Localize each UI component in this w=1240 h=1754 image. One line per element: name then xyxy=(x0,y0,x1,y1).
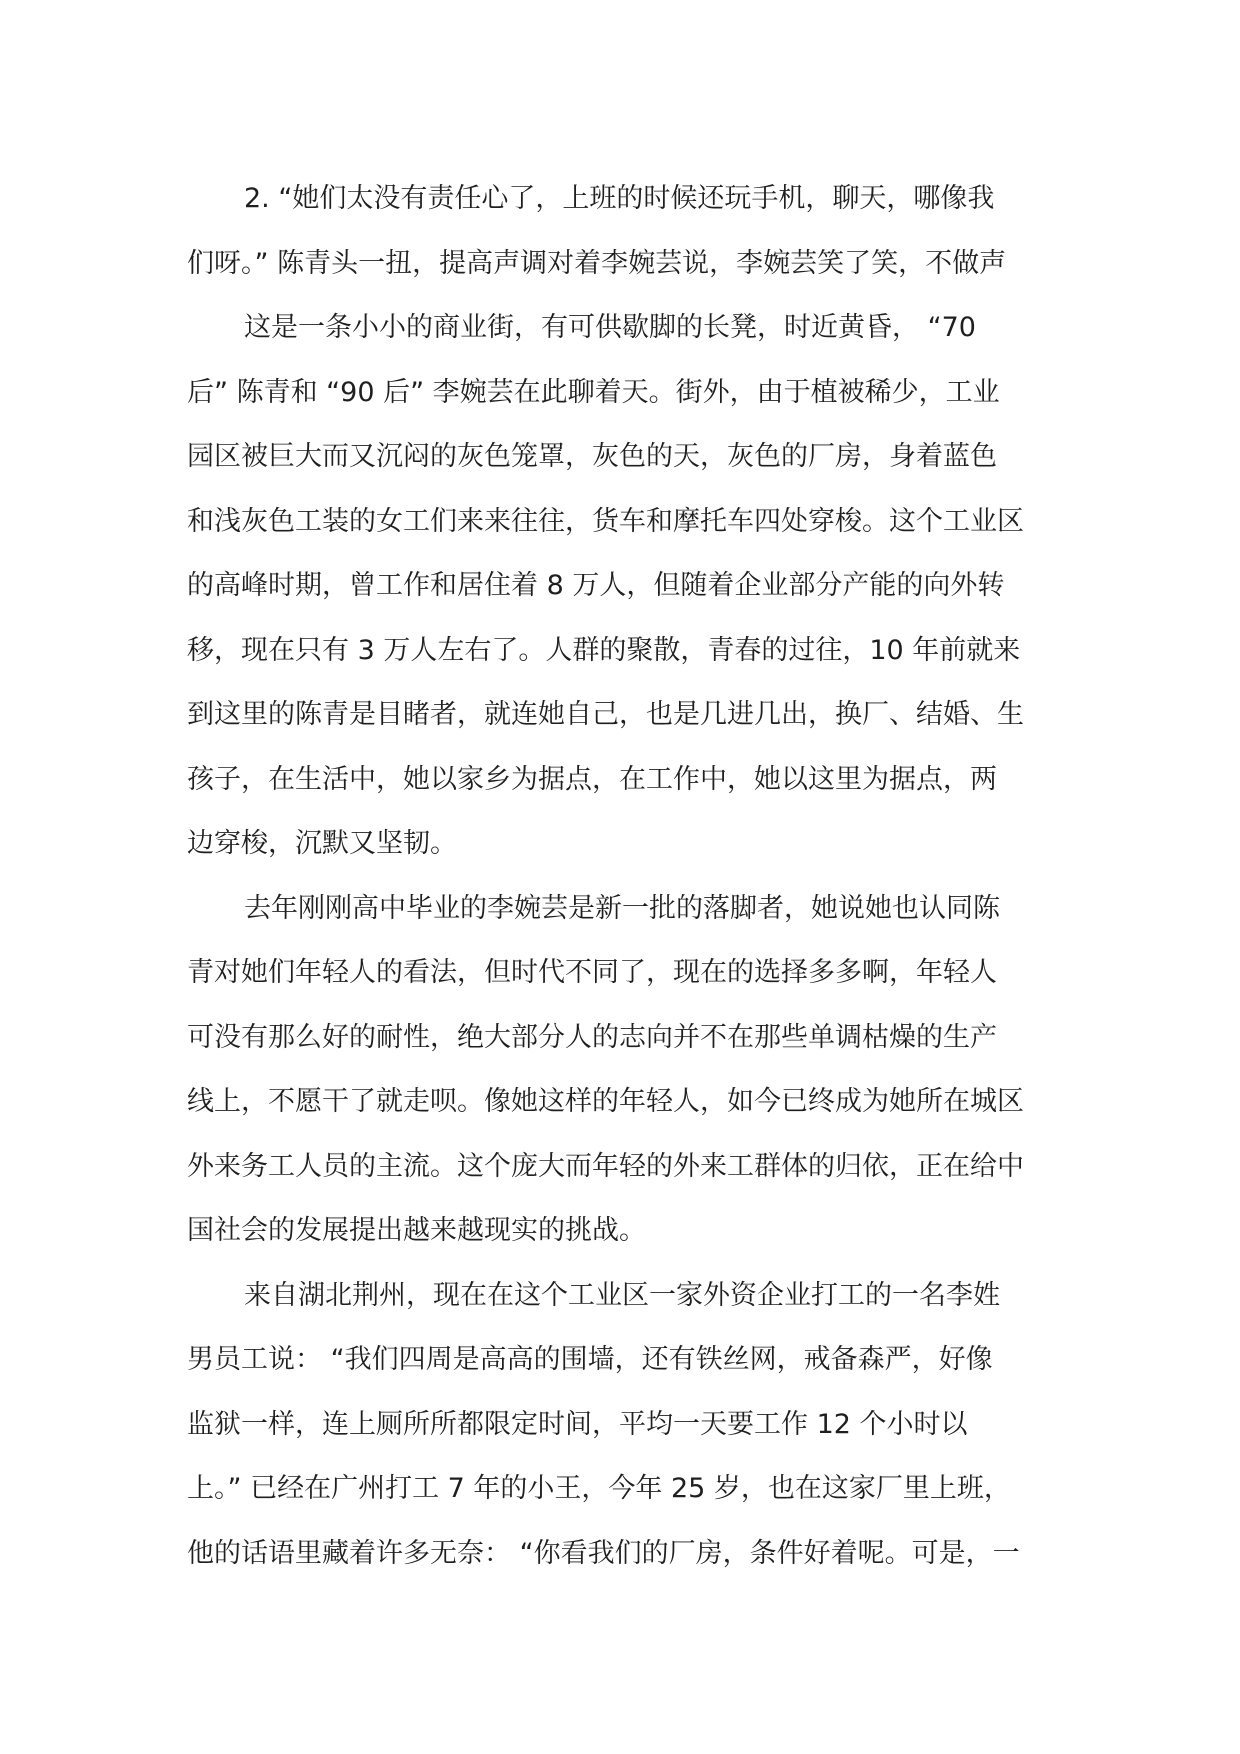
paragraph-line: 2. “她们太没有责任心了，上班的时候还玩手机，聊天，哪像我 xyxy=(244,183,995,214)
paragraph-line: 孩子，在生活中，她以家乡为据点，在工作中，她以这里为据点，两 xyxy=(187,763,997,795)
paragraph-line: 男员工说： “我们四周是高高的围墙，还有铁丝网，戒备森严，好像 xyxy=(187,1344,993,1375)
paragraph-line: 们呀。” 陈青头一扭，提高声调对着李婉芸说，李婉芸笑了笑，不做声 xyxy=(187,247,1007,279)
body-text xyxy=(187,167,1057,1586)
paragraph-line: 和浅灰色工装的女工们来来往往，货车和摩托车四处穿梭。这个工业区 xyxy=(187,505,1024,537)
paragraph-line: 青对她们年轻人的看法，但时代不同了，现在的选择多多啊，年轻人 xyxy=(187,957,997,988)
paragraph-line: 边穿梭，沉默又坚韧。 xyxy=(187,828,457,859)
paragraph-line: 来自湖北荆州，现在在这个工业区一家外资企业打工的一名李姓 xyxy=(244,1279,1000,1311)
paragraph-line: 他的话语里藏着许多无奈： “你看我们的厂房，条件好着呢。可是，一 xyxy=(187,1537,1020,1569)
paragraph-line: 园区被巨大而又沉闷的灰色笼罩，灰色的天，灰色的厂房，身着蓝色 xyxy=(187,441,997,472)
paragraph-line: 上。” 已经在广州打工 7 年的小王，今年 25 岁，也在这家厂里上班， xyxy=(187,1473,1011,1504)
paragraph-line: 移，现在只有 3 万人左右了。人群的聚散，青春的过往，10 年前就来 xyxy=(187,634,1021,666)
paragraph-line: 到这里的陈青是目睹者，就连她自己，也是几进几出，换厂、结婚、生 xyxy=(187,699,1024,730)
paragraph-line: 外来务工人员的主流。这个庞大而年轻的外来工群体的归依，正在给中 xyxy=(187,1150,1024,1182)
paragraph-line: 国社会的发展提出越来越现实的挑战。 xyxy=(187,1215,646,1246)
paragraph-line: 可没有那么好的耐性，绝大部分人的志向并不在那些单调枯燥的生产 xyxy=(187,1021,997,1053)
paragraph-line: 这是一条小小的商业街，有可供歇脚的长凳，时近黄昏， “70 xyxy=(244,312,976,343)
paragraph-line: 的高峰时期，曾工作和居住着 8 万人，但随着企业部分产能的向外转 xyxy=(187,570,1005,601)
paragraph-line: 线上，不愿干了就走呗。像她这样的年轻人，如今已终成为她所在城区 xyxy=(187,1086,1024,1117)
paragraph-line: 后” 陈青和 “90 后” 李婉芸在此聊着天。街外，由于植被稀少，工业 xyxy=(187,376,1000,408)
paragraph-line: 去年刚刚高中毕业的李婉芸是新一批的落脚者，她说她也认同陈 xyxy=(244,892,1000,924)
paragraph-line: 监狱一样，连上厕所所都限定时间，平均一天要工作 12 个小时以 xyxy=(187,1408,968,1440)
